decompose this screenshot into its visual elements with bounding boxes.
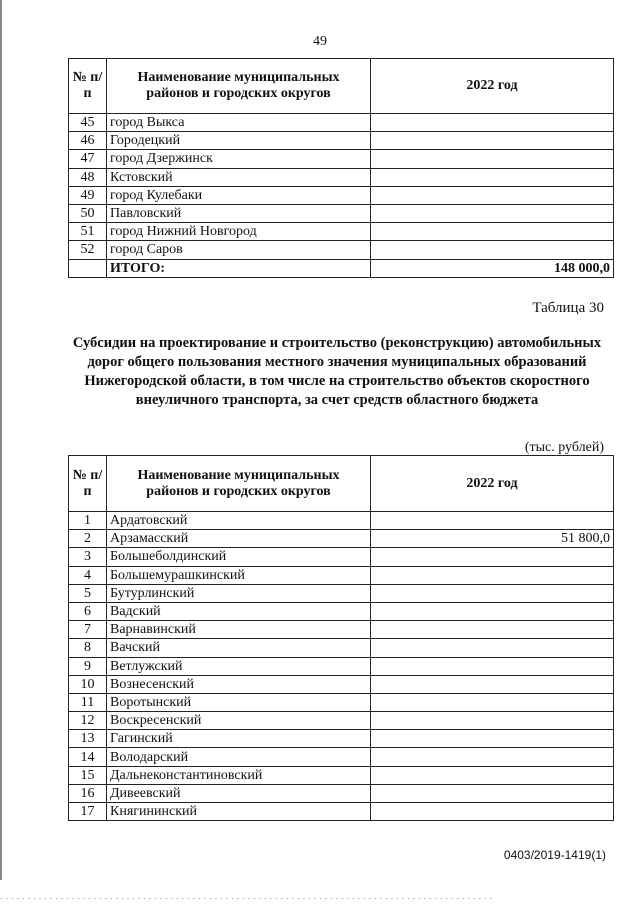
header-num: № п/п	[69, 456, 107, 512]
table-row	[69, 803, 614, 821]
row-number: 6	[69, 602, 107, 620]
row-number: 50	[69, 204, 107, 222]
row-value	[371, 803, 614, 821]
table-row	[69, 621, 614, 639]
table-row	[69, 132, 614, 150]
table-label: Таблица 30	[532, 300, 604, 316]
row-number: 51	[69, 223, 107, 241]
table-row	[69, 223, 614, 241]
row-name: Городецкий	[107, 132, 371, 150]
row-value	[371, 602, 614, 620]
header-num: № п/п	[69, 59, 107, 114]
table-row	[69, 584, 614, 602]
row-number: 49	[69, 186, 107, 204]
page-number: 49	[313, 34, 327, 49]
row-number: 46	[69, 132, 107, 150]
table-row	[69, 548, 614, 566]
row-name: Павловский	[107, 204, 371, 222]
row-name: Варнавинский	[107, 621, 371, 639]
row-name: Вадский	[107, 602, 371, 620]
row-value	[371, 150, 614, 168]
row-number: 1	[69, 512, 107, 530]
row-name: город Нижний Новгород	[107, 223, 371, 241]
row-name: Бутурлинский	[107, 584, 371, 602]
row-name: Дивеевский	[107, 784, 371, 802]
row-number: 12	[69, 712, 107, 730]
table-row	[69, 150, 614, 168]
units-label: (тыс. рублей)	[524, 440, 604, 455]
row-name: Арзамасский	[107, 530, 371, 548]
table-row	[69, 186, 614, 204]
table-row	[69, 241, 614, 259]
row-number: 3	[69, 548, 107, 566]
table-header-row	[69, 456, 614, 512]
total-label: ИТОГО:	[107, 259, 371, 277]
header-year: 2022 год	[371, 456, 614, 512]
row-name: город Саров	[107, 241, 371, 259]
row-name: Воротынский	[107, 693, 371, 711]
table-row	[69, 512, 614, 530]
row-number: 11	[69, 693, 107, 711]
row-value	[371, 621, 614, 639]
row-name: Дальнеконстантиновский	[107, 766, 371, 784]
row-name: Кстовский	[107, 168, 371, 186]
row-value	[371, 566, 614, 584]
total-value: 148 000,0	[371, 259, 614, 277]
table-row	[69, 784, 614, 802]
row-value	[371, 748, 614, 766]
row-number: 9	[69, 657, 107, 675]
row-value	[371, 223, 614, 241]
document-code: 0403/2019-1419(1)	[503, 848, 606, 862]
header-name: Наименование муниципальных районов и городских округов	[107, 456, 371, 512]
row-value	[371, 675, 614, 693]
table-row	[69, 114, 614, 132]
row-name: Ветлужский	[107, 657, 371, 675]
row-name: Володарский	[107, 748, 371, 766]
row-number: 7	[69, 621, 107, 639]
row-name: Гагинский	[107, 730, 371, 748]
row-value	[371, 730, 614, 748]
row-number: 47	[69, 150, 107, 168]
row-value	[371, 784, 614, 802]
row-number: 4	[69, 566, 107, 584]
table-row	[69, 602, 614, 620]
row-value	[371, 241, 614, 259]
footer-scan-line: · · · · · · · · · · · · · · · · · · · · · · · · · · · · · · · · · · · · · · · · · · · · · · · · · · · · · · · · · · · · · · · · · · · · · · · · · · · · · · · · · · · · · · · · · ·	[0, 893, 493, 903]
row-value: 51 800,0	[371, 530, 614, 548]
row-number: 8	[69, 639, 107, 657]
page-left-edge	[0, 0, 2, 880]
table-row	[69, 712, 614, 730]
row-number: 10	[69, 675, 107, 693]
row-name: город Выкса	[107, 114, 371, 132]
row-name: Большемурашкинский	[107, 566, 371, 584]
row-value	[371, 584, 614, 602]
table-row	[69, 639, 614, 657]
total-row	[69, 259, 614, 277]
row-value	[371, 639, 614, 657]
row-name: Воскресенский	[107, 712, 371, 730]
row-value	[371, 132, 614, 150]
table-row	[69, 657, 614, 675]
row-name: Княгининский	[107, 803, 371, 821]
row-number: 14	[69, 748, 107, 766]
row-number: 48	[69, 168, 107, 186]
row-name: Большеболдинский	[107, 548, 371, 566]
row-value	[371, 204, 614, 222]
row-number: 52	[69, 241, 107, 259]
row-value	[371, 693, 614, 711]
table-row	[69, 766, 614, 784]
total-num	[69, 259, 107, 277]
row-name: Вачский	[107, 639, 371, 657]
row-value	[371, 512, 614, 530]
row-number: 15	[69, 766, 107, 784]
row-value	[371, 766, 614, 784]
table-row	[69, 730, 614, 748]
row-value	[371, 548, 614, 566]
row-name: город Дзержинск	[107, 150, 371, 168]
row-value	[371, 114, 614, 132]
row-number: 13	[69, 730, 107, 748]
table-row	[69, 675, 614, 693]
table-title: Субсидии на проектирование и строительство (реконструкцию) автомобильных дорог общего пользования местного значения муниципальных образований Нижегородской области, в том числе на строительство объектов скоростного внеуличного транспорта, за счет средств областного бюджета	[72, 335, 602, 408]
row-name: Ардатовский	[107, 512, 371, 530]
row-name: Вознесенский	[107, 675, 371, 693]
row-value	[371, 168, 614, 186]
table-30	[68, 455, 614, 821]
row-name: город Кулебаки	[107, 186, 371, 204]
row-value	[371, 712, 614, 730]
table-continued	[68, 58, 614, 278]
row-value	[371, 186, 614, 204]
table-row	[69, 530, 614, 548]
row-value	[371, 657, 614, 675]
table-row	[69, 748, 614, 766]
table-row	[69, 693, 614, 711]
row-number: 45	[69, 114, 107, 132]
row-number: 16	[69, 784, 107, 802]
row-number: 17	[69, 803, 107, 821]
table-row	[69, 204, 614, 222]
header-name: Наименование муниципальных районов и городских округов	[107, 59, 371, 114]
table-row	[69, 566, 614, 584]
table-row	[69, 168, 614, 186]
row-number: 5	[69, 584, 107, 602]
table-header-row	[69, 59, 614, 114]
header-year: 2022 год	[371, 59, 614, 114]
row-number: 2	[69, 530, 107, 548]
